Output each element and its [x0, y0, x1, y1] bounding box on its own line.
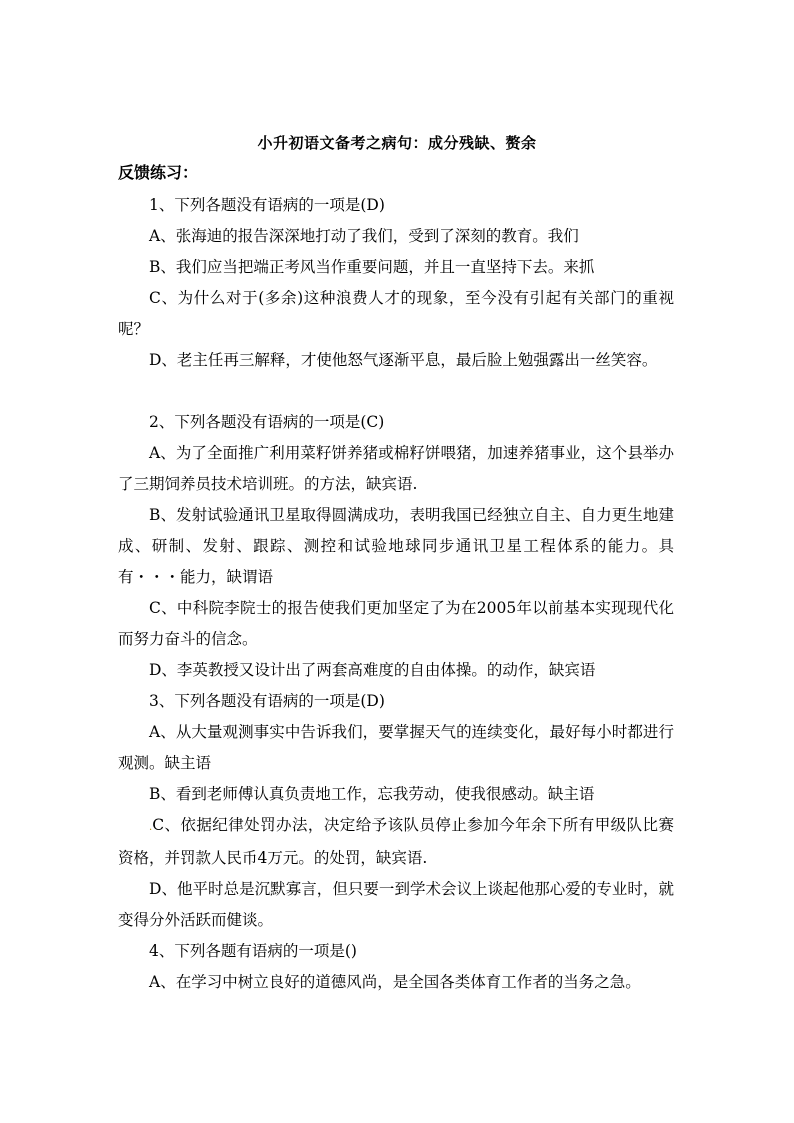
document-title: 小升初语文备考之病句：成分残缺、赘余: [257, 134, 537, 152]
question-3-option-c: [118, 810, 674, 874]
question-3-option-d: D、他平时总是沉默寡言，但只要一到学术会议上谈起他那心爱的专业时，就变得分外活跃而健谈。: [118, 880, 674, 929]
question-2-option-d: D、李英教授又设计出了两套高难度的自由体操。的动作，缺宾语: [149, 661, 596, 679]
question-3-option-b: B、看到老师傅认真负责地工作，忘我劳动，使我很感动。缺主语: [149, 785, 595, 803]
question-2-option-c: C、中科院李院士的报告使我们更加坚定了为在2005年以前基本实现现代化而努力奋斗的信念。: [118, 599, 674, 648]
question-3-stem: 3、下列各题没有语病的一项是(D): [149, 692, 385, 710]
question-1-stem: 1、下列各题没有语病的一项是(D): [149, 196, 385, 214]
question-3-option-c-text: C、依据纪律处罚办法，决定给予该队员停止参加今年余下所有甲级队比赛资格，并罚款人民币4万元。的处罚，缺宾语.: [118, 816, 674, 867]
question-2-option-a: A、为了全面推广利用菜籽饼养猪或棉籽饼喂猪，加速养猪事业，这个县举办了三期饲养员技术培训班。的方法，缺宾语.: [118, 444, 674, 493]
section-heading: 反馈练习：: [118, 163, 199, 182]
margin-mark: .: [149, 822, 153, 833]
question-1-option-c: C、为什么对于(多余)这种浪费人才的现象，至今没有引起有关部门的重视呢？: [118, 289, 674, 338]
question-3-option-a: A、从大量观测事实中告诉我们，要掌握天气的连续变化，最好每小时都进行观测。缺主语: [118, 723, 674, 772]
question-1-option-d: D、老主任再三解释，才使他怒气逐渐平息，最后脸上勉强露出一丝笑容。: [149, 351, 658, 369]
question-2-stem: 2、下列各题没有语病的一项是(C): [149, 413, 385, 431]
question-2-option-b: B、发射试验通讯卫星取得圆满成功，表明我国已经独立自主、自力更生地建成、研制、发射、跟踪、测控和试验地球同步通讯卫星工程体系的能力。具有・・・能力，缺谓语: [118, 506, 674, 586]
question-4-stem: 4、下列各题有语病的一项是(): [149, 942, 357, 960]
question-4-option-a: A、在学习中树立良好的道德风尚，是全国各类体育工作者的当务之急。: [149, 973, 641, 991]
document-body: [118, 190, 674, 998]
question-1-option-a: A、张海迪的报告深深地打动了我们，受到了深刻的教育。我们: [149, 227, 579, 245]
question-1-option-b: B、我们应当把端正考风当作重要问题，并且一直坚持下去。来抓: [149, 258, 595, 276]
